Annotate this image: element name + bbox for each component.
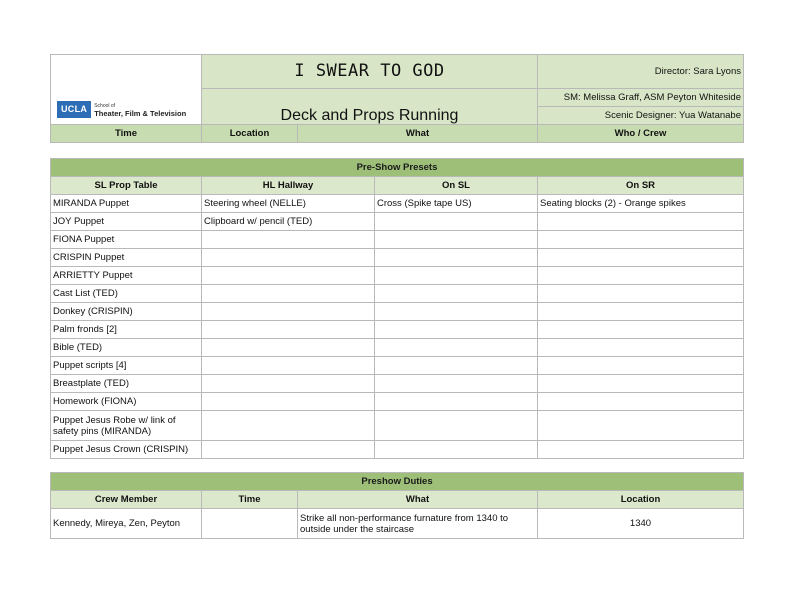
- presets-cell: [538, 303, 744, 321]
- presets-cell: [202, 267, 375, 285]
- logo-name: Theater, Film & Television: [94, 108, 187, 118]
- duties-cell-crew: Kennedy, Mireya, Zen, Peyton: [51, 509, 202, 539]
- presets-cell: [375, 285, 538, 303]
- presets-cell: [375, 321, 538, 339]
- presets-cell: Steering wheel (NELLE): [202, 195, 375, 213]
- presets-cell: [202, 249, 375, 267]
- table-row: [51, 509, 744, 539]
- preshow-duties-title: Preshow Duties: [51, 473, 744, 491]
- duties-header-crew-member: Crew Member: [51, 491, 202, 509]
- table-row: [51, 375, 744, 393]
- table-row: [51, 393, 744, 411]
- stage-managers: SM: Melissa Graff, ASM Peyton Whiteside: [538, 89, 744, 107]
- presets-cell: [375, 357, 538, 375]
- ucla-logo: [53, 101, 199, 118]
- presets-cell: [538, 339, 744, 357]
- presets-cell: Cross (Spike tape US): [375, 195, 538, 213]
- presets-cell: [375, 339, 538, 357]
- presets-cell: [375, 393, 538, 411]
- presets-cell: Homework (FIONA): [51, 393, 202, 411]
- table-row: [51, 195, 744, 213]
- table-row: [51, 213, 744, 231]
- table-row: [51, 267, 744, 285]
- running-table: [50, 54, 744, 539]
- presets-cell: [375, 303, 538, 321]
- show-title: I SWEAR TO GOD: [202, 55, 538, 89]
- presets-header-on-sl: On SL: [375, 177, 538, 195]
- presets-cell: [538, 441, 744, 459]
- presets-cell: JOY Puppet: [51, 213, 202, 231]
- presets-cell: [202, 375, 375, 393]
- duties-cell-location: 1340: [538, 509, 744, 539]
- table-row: [51, 357, 744, 375]
- presets-cell: Clipboard w/ pencil (TED): [202, 213, 375, 231]
- presets-cell: [538, 213, 744, 231]
- presets-cell: [202, 357, 375, 375]
- col-header-who-crew-label: Who / Crew: [614, 128, 667, 139]
- duties-cell-time: [202, 509, 298, 539]
- logo-small-text: School of: [94, 102, 116, 109]
- presets-cell: [538, 231, 744, 249]
- duties-header-what: What: [298, 491, 538, 509]
- col-header-what: What: [298, 125, 538, 143]
- presets-cell: Donkey (CRISPIN): [51, 303, 202, 321]
- preshow-presets-title: Pre-Show Presets: [51, 159, 744, 177]
- presets-cell: Palm fronds [2]: [51, 321, 202, 339]
- presets-cell: [538, 357, 744, 375]
- presets-cell: [538, 267, 744, 285]
- running-sheet: [50, 54, 743, 539]
- presets-cell: [375, 411, 538, 441]
- spacer: [51, 143, 744, 159]
- presets-cell: [538, 393, 744, 411]
- logo-badge: UCLA: [57, 101, 91, 118]
- presets-cell: [375, 267, 538, 285]
- presets-cell: Bible (TED): [51, 339, 202, 357]
- table-row: [51, 441, 744, 459]
- director: Director: Sara Lyons: [538, 55, 744, 89]
- spacer: [51, 459, 744, 473]
- presets-cell: MIRANDA Puppet: [51, 195, 202, 213]
- presets-cell: Puppet Jesus Crown (CRISPIN): [51, 441, 202, 459]
- presets-header-sl-prop-table: SL Prop Table: [51, 177, 202, 195]
- presets-cell: [202, 285, 375, 303]
- presets-cell: Puppet scripts [4]: [51, 357, 202, 375]
- presets-cell: Puppet Jesus Robe w/ link of safety pins (MIRANDA): [51, 411, 202, 441]
- presets-cell: Breastplate (TED): [51, 375, 202, 393]
- col-header-time: Time: [51, 125, 202, 143]
- presets-cell: [202, 411, 375, 441]
- duties-header-time: Time: [202, 491, 298, 509]
- presets-cell: [375, 375, 538, 393]
- presets-cell: [375, 441, 538, 459]
- presets-cell: [538, 249, 744, 267]
- document-title: Deck and Props Running: [202, 89, 538, 125]
- presets-cell: [202, 321, 375, 339]
- table-row: [51, 411, 744, 441]
- presets-header-on-sr: On SR: [538, 177, 744, 195]
- presets-cell: [202, 231, 375, 249]
- scenic-designer: Scenic Designer: Yua Watanabe: [538, 107, 744, 125]
- duties-header-location: Location: [538, 491, 744, 509]
- presets-cell: [538, 411, 744, 441]
- presets-cell: [202, 393, 375, 411]
- table-row: [51, 303, 744, 321]
- presets-cell: [538, 321, 744, 339]
- presets-cell: [202, 339, 375, 357]
- table-row: [51, 231, 744, 249]
- col-header-who-crew: [538, 125, 744, 143]
- presets-cell: FIONA Puppet: [51, 231, 202, 249]
- presets-cell: CRISPIN Puppet: [51, 249, 202, 267]
- presets-cell: [202, 303, 375, 321]
- presets-cell: [538, 285, 744, 303]
- presets-cell: [375, 213, 538, 231]
- presets-cell: [538, 375, 744, 393]
- table-row: [51, 339, 744, 357]
- presets-cell: [375, 231, 538, 249]
- duties-cell-what: Strike all non-performance furnature from 1340 to outside under the staircase: [298, 509, 538, 539]
- presets-cell: [375, 249, 538, 267]
- presets-cell: Cast List (TED): [51, 285, 202, 303]
- col-header-location: Location: [202, 125, 298, 143]
- logo-cell: [51, 55, 202, 125]
- table-row: [51, 321, 744, 339]
- presets-cell: ARRIETTY Puppet: [51, 267, 202, 285]
- table-row: [51, 285, 744, 303]
- table-row: [51, 249, 744, 267]
- presets-header-hl-hallway: HL Hallway: [202, 177, 375, 195]
- presets-cell: [202, 441, 375, 459]
- presets-cell: Seating blocks (2) - Orange spikes: [538, 195, 744, 213]
